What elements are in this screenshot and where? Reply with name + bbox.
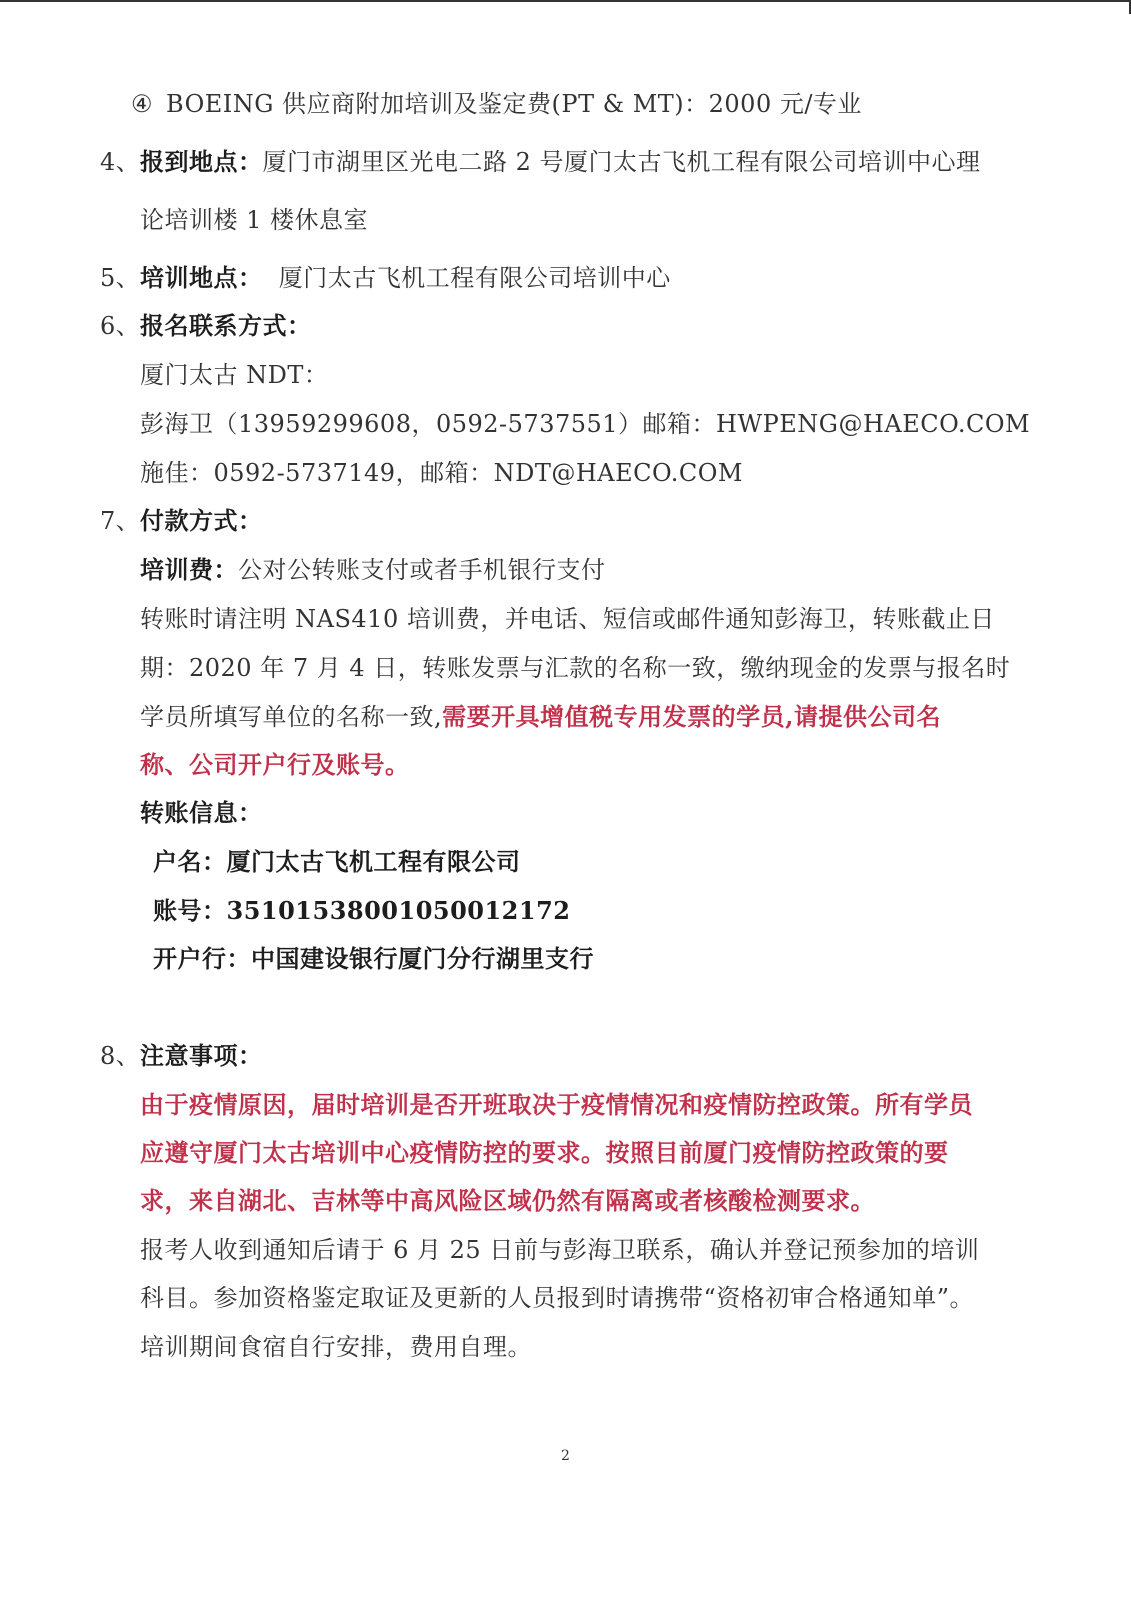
epidemic-note-2: 应遵守厦门太古培训中心疫情防控的要求。按照目前厦门疫情防控政策的要 (140, 1138, 949, 1167)
item4-number: 4、 (100, 148, 141, 176)
contact-shi: 施佳：0592-5737149，邮箱：NDT@HAECO.COM (140, 459, 743, 487)
item6-label: 报名联系方式： (140, 311, 312, 340)
registration-note-1: 报考人收到通知后请于 6 月 25 日前与彭海卫联系，确认并登记预参加的培训 (140, 1236, 980, 1264)
fee-label: 培训费： (140, 555, 238, 584)
item8-label: 注意事项： (140, 1041, 263, 1070)
registration-note-3: 培训期间食宿自行安排，费用自理。 (140, 1333, 532, 1361)
transfer-note-3: 学员所填写单位的名称一致, (140, 703, 443, 731)
fee-method: 公对公转账支付或者手机银行支付 (238, 556, 606, 584)
item4-address-cont: 论培训楼 1 楼休息室 (140, 206, 369, 234)
item4-address: 厦门市湖里区光电二路 2 号厦门太古飞机工程有限公司培训中心理 (262, 148, 981, 176)
boeing-fee-text: BOEING 供应商附加培训及鉴定费(PT & MT)：2000 元/专业 (166, 90, 862, 118)
top-border (0, 0, 1131, 2)
item7-label: 付款方式： (140, 506, 263, 535)
item5-location: 厦门太古飞机工程有限公司培训中心 (278, 264, 671, 292)
item5-number: 5、 (100, 264, 141, 292)
transfer-note-1: 转账时请注明 NAS410 培训费，并电话、短信或邮件通知彭海卫，转账截止日 (140, 605, 995, 633)
invoice-note-red-cont: 称、公司开户行及账号。 (140, 750, 410, 779)
account-name: 户名：厦门太古飞机工程有限公司 (153, 847, 521, 876)
item5-label: 培训地点： (140, 263, 263, 292)
epidemic-note-3: 求，来自湖北、吉林等中高风险区域仍然有隔离或者核酸检测要求。 (140, 1186, 875, 1215)
item7-number: 7、 (100, 507, 141, 535)
contact-peng: 彭海卫（13959299608，0592-5737551）邮箱：HWPENG@HAECO.COM (140, 410, 1031, 438)
registration-note-2: 科目。参加资格鉴定取证及更新的人员报到时请携带“资格初审合格通知单”。 (140, 1284, 975, 1312)
item4-label: 报到地点： (140, 147, 263, 176)
item8-number: 8、 (100, 1042, 141, 1070)
transfer-note-2: 期：2020 年 7 月 4 日，转账发票与汇款的名称一致，缴纳现金的发票与报名时 (140, 654, 1011, 682)
item6-number: 6、 (100, 312, 141, 340)
circled-number-4: ④ (131, 90, 154, 118)
transfer-info-label: 转账信息： (140, 798, 263, 827)
contact-org: 厦门太古 NDT： (140, 361, 329, 389)
invoice-note-red: 需要开具增值税专用发票的学员,请提供公司名 (442, 702, 941, 731)
epidemic-note-1: 由于疫情原因，届时培训是否开班取决于疫情情况和疫情防控政策。所有学员 (140, 1090, 973, 1119)
page-number: 2 (561, 1448, 570, 1464)
account-number: 账号：35101538001050012172 (153, 896, 571, 925)
bank-name: 开户行：中国建设银行厦门分行湖里支行 (153, 944, 594, 973)
